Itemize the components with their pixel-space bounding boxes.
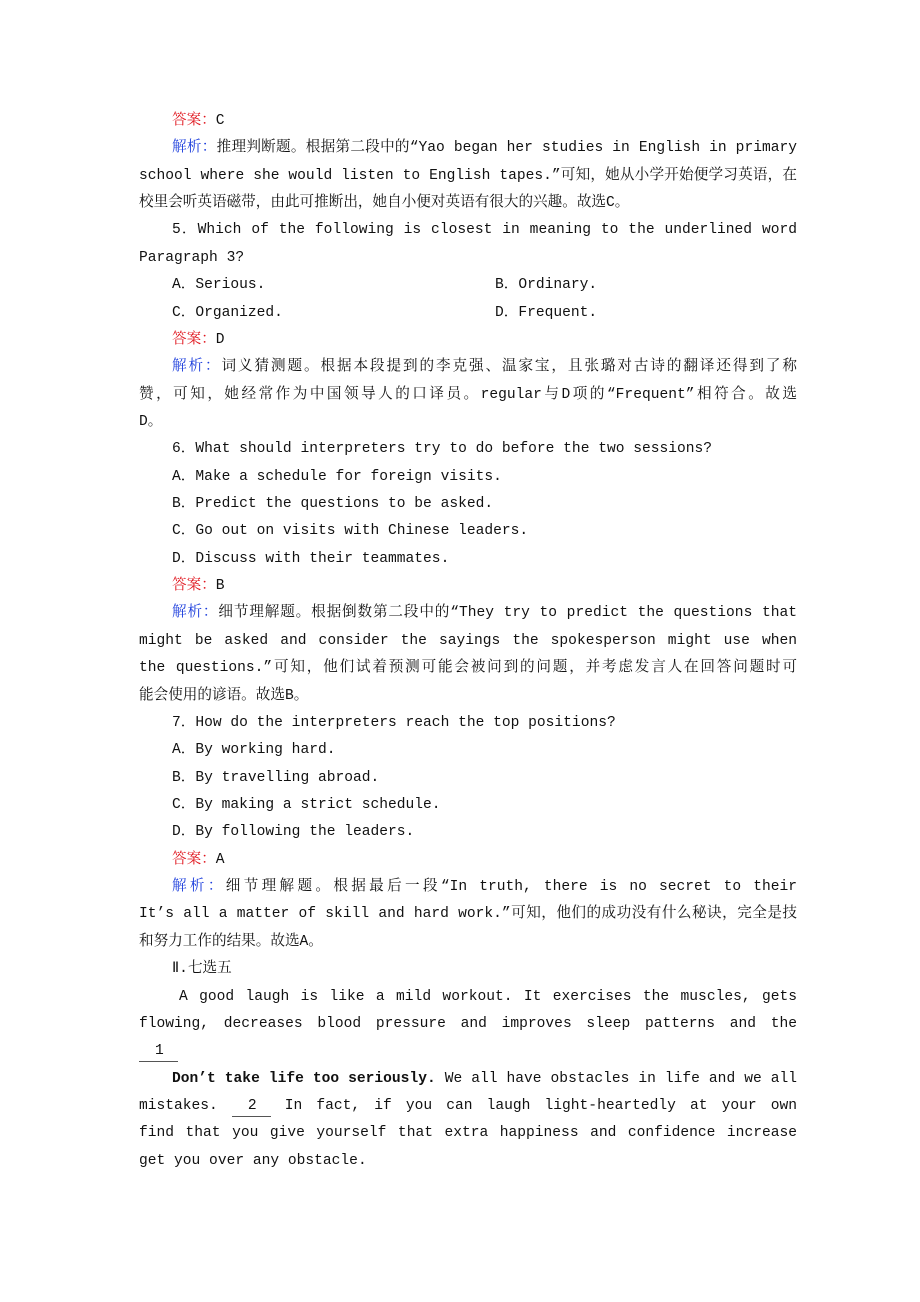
text-line — [139, 382, 797, 409]
answer-label: 答案： — [172, 851, 216, 868]
text-segment: the questions.”可知，他们试着预测可能会被问到的问题，并考虑发言人在回答问题时可 — [139, 660, 797, 677]
text-line — [139, 546, 797, 573]
text-line — [139, 217, 797, 244]
text-segment: 细节理解题。根据最后一段“In truth, there is no secret to their — [225, 879, 797, 896]
text-segment: In fact, if you can laugh light-heartedly at your own — [284, 1097, 797, 1114]
text-segment: A．Make a schedule for foreign visits. — [172, 468, 502, 485]
text-segment: find that you give yourself that extra happiness and confidence increase — [139, 1125, 797, 1142]
text-segment: 6．What should interpreters try to do before the two sessions? — [172, 441, 713, 458]
text-line — [139, 1120, 797, 1147]
text-line — [139, 464, 797, 491]
text-line — [139, 190, 797, 217]
text-line — [139, 108, 797, 135]
text-line — [139, 792, 797, 819]
fill-blank: 2 — [232, 1096, 271, 1117]
text-segment: C．Organized. — [172, 304, 283, 321]
text-segment: A good laugh is like a mild workout. It exercises the muscles, gets — [179, 988, 797, 1005]
text-line — [139, 683, 797, 710]
text-line — [139, 765, 797, 792]
text-line — [139, 819, 797, 846]
text-segment: 5．Which of the following is closest in meaning to the underlined word — [172, 222, 797, 239]
text-segment: 能会使用的谚语。故选B。 — [139, 687, 309, 704]
text-line — [139, 573, 797, 600]
text-line — [139, 929, 797, 956]
text-line — [139, 1011, 797, 1038]
text-line — [139, 163, 797, 190]
text-line — [139, 600, 797, 627]
text-segment: It’s all a matter of skill and hard work.”可知，他们的成功没有什么秘诀，完全是技 — [139, 906, 797, 923]
text-segment: 赞，可知，她经常作为中国领导人的口译员。regular与D项的“Frequent”相符合。故选 — [139, 386, 797, 403]
text-segment: D．Discuss with their teammates. — [172, 550, 450, 567]
text-segment: C．Go out on visits with Chinese leaders. — [172, 523, 529, 540]
text-line — [139, 354, 797, 381]
answer-label: 答案： — [172, 113, 216, 129]
analysis-label: 解析： — [172, 879, 226, 896]
text-line — [139, 300, 797, 327]
text-segment: D．By following the leaders. — [172, 824, 415, 841]
text-segment: 词义猜测题。根据本段提到的李克强、温家宝，且张璐对古诗的翻译还得到了称 — [221, 359, 797, 376]
text-line — [139, 1038, 797, 1065]
text-segment: We all have obstacles in life and we all — [444, 1070, 797, 1087]
text-line — [139, 518, 797, 545]
answer-label: 答案： — [172, 331, 216, 348]
text-segment: 细节理解题。根据倒数第二段中的“They try to predict the questions that — [218, 605, 797, 622]
text-line — [139, 737, 797, 764]
text-segment: Ⅱ.七选五 — [172, 961, 232, 978]
text-segment: school where she would listen to English tapes.”可知，她从小学开始便学习英语，在 — [139, 167, 797, 184]
text-segment: D — [215, 331, 225, 348]
text-line — [139, 409, 797, 436]
text-segment: D。 — [139, 413, 163, 430]
option-text: B．Ordinary. — [495, 277, 598, 294]
text-line — [139, 628, 797, 655]
text-segment: B．By travelling abroad. — [172, 769, 380, 786]
analysis-label: 解析： — [172, 140, 217, 157]
text-segment: A．Serious. — [172, 277, 266, 294]
text-line — [139, 491, 797, 518]
text-segment: 7．How do the interpreters reach the top positions? — [172, 714, 616, 731]
text-segment: A．By working hard. — [172, 742, 336, 759]
text-segment: Paragraph 3? — [139, 249, 245, 266]
answer-label: 答案： — [172, 578, 216, 595]
text-segment: C — [215, 113, 225, 129]
text-line — [139, 245, 797, 272]
text-line — [139, 272, 797, 299]
text-line — [139, 1093, 797, 1120]
text-line — [139, 327, 797, 354]
text-segment: flowing, decreases blood pressure and improves sleep patterns and the — [139, 1015, 797, 1032]
text-segment: C．By making a strict schedule. — [172, 796, 441, 813]
text-line — [139, 874, 797, 901]
text-line — [139, 901, 797, 928]
text-segment: B．Predict the questions to be asked. — [172, 496, 494, 513]
option-text: D．Frequent. — [495, 304, 598, 321]
text-line — [139, 956, 797, 983]
text-line — [139, 1066, 797, 1093]
text-segment: might be asked and consider the sayings the spokesperson might use when — [139, 632, 797, 649]
topic-sentence: Don’t take life too seriously. — [172, 1070, 436, 1087]
text-segment: B — [215, 578, 225, 595]
analysis-label: 解析： — [172, 359, 222, 376]
text-segment: A — [215, 851, 225, 868]
text-segment: 校里会听英语磁带，由此可推断出，她自小便对英语有很大的兴趣。故选C。 — [139, 195, 630, 212]
document-page — [139, 108, 797, 1175]
analysis-label: 解析： — [172, 605, 219, 622]
text-line — [139, 847, 797, 874]
text-segment: 推理判断题。根据第二段中的“Yao began her studies in English in primary — [216, 140, 797, 157]
text-line — [139, 135, 797, 162]
text-segment: get you over any obstacle. — [139, 1152, 367, 1169]
text-line — [139, 984, 797, 1011]
text-segment: 和努力工作的结果。故选A。 — [139, 933, 323, 950]
text-line — [139, 710, 797, 737]
fill-blank: 1 — [139, 1041, 178, 1062]
text-line — [139, 1148, 797, 1175]
text-segment: mistakes. — [139, 1097, 232, 1114]
text-line — [139, 655, 797, 682]
text-line — [139, 436, 797, 463]
